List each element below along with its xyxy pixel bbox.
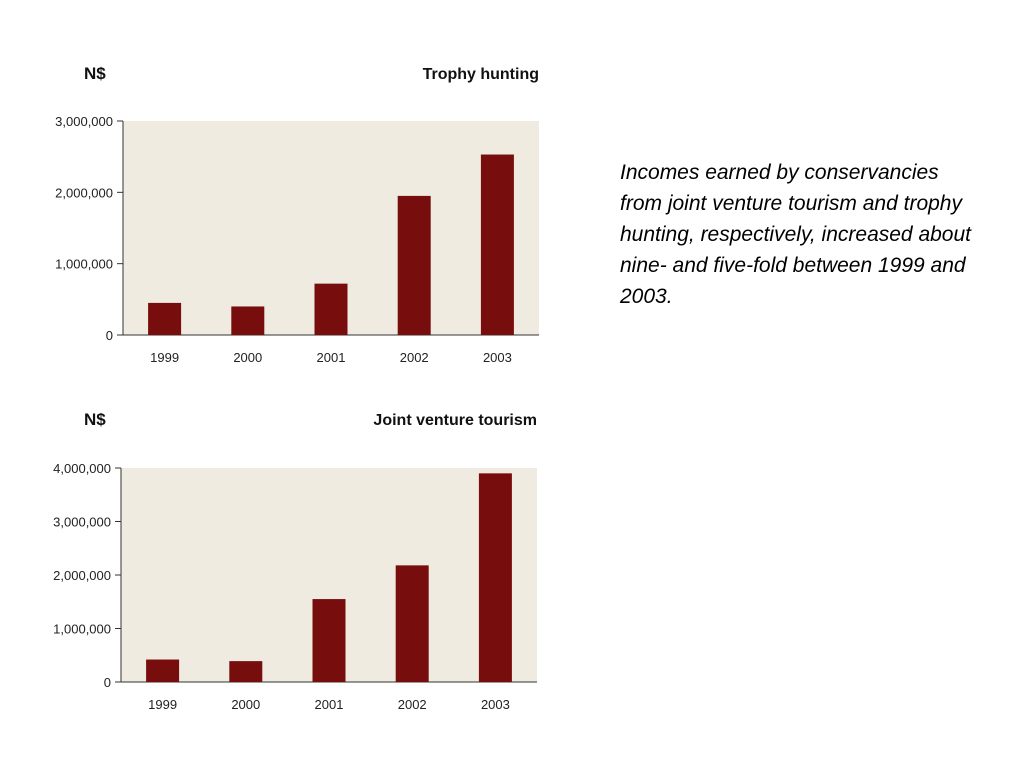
chart-2-title: Joint venture tourism	[373, 412, 537, 429]
chart-1-title: Trophy hunting	[422, 66, 539, 83]
y-tick-label: 0	[105, 328, 113, 343]
bar-2002	[396, 565, 429, 682]
x-tick-label: 1999	[148, 697, 178, 712]
bar-2001	[313, 599, 346, 682]
joint-venture-tourism-chart	[53, 410, 537, 712]
x-tick-label: 2002	[397, 697, 427, 712]
y-tick-label: 0	[103, 675, 111, 690]
x-tick-label: 2003	[480, 697, 510, 712]
x-tick-label: 2000	[233, 350, 263, 365]
bar-2003	[481, 155, 514, 335]
y-tick-label: 1,000,000	[53, 621, 111, 637]
trophy-hunting-chart	[55, 64, 539, 365]
y-tick-label: 3,000,000	[55, 114, 113, 129]
chart-2-plot	[53, 461, 537, 712]
chart-1-plot	[55, 114, 539, 365]
bar-2003	[479, 473, 512, 682]
caption-text: Incomes earned by conservancies from joint venture tourism and trophy hunting, respectively, increased about nine- and five-fold between 1999 and 2003.	[620, 161, 971, 308]
chart-1-ylabel: N$	[84, 64, 106, 83]
y-tick-label: 3,000,000	[53, 514, 111, 530]
y-tick-label: 2,000,000	[53, 568, 111, 583]
y-tick-label: 1,000,000	[55, 256, 113, 272]
y-tick-label: 2,000,000	[55, 185, 113, 201]
bar-1999	[148, 303, 181, 335]
x-tick-label: 2002	[399, 350, 429, 365]
x-tick-label: 2001	[316, 350, 346, 365]
x-tick-label: 1999	[150, 350, 180, 365]
x-tick-label: 2000	[231, 697, 261, 712]
bar-2002	[398, 196, 431, 335]
bar-2001	[315, 284, 348, 335]
x-tick-label: 2003	[482, 350, 512, 365]
bar-2000	[231, 306, 264, 335]
bar-2000	[229, 661, 262, 682]
bar-1999	[146, 660, 179, 682]
x-tick-label: 2001	[314, 697, 344, 712]
y-tick-label: 4,000,000	[53, 461, 111, 476]
chart-2-ylabel: N$	[84, 410, 106, 429]
